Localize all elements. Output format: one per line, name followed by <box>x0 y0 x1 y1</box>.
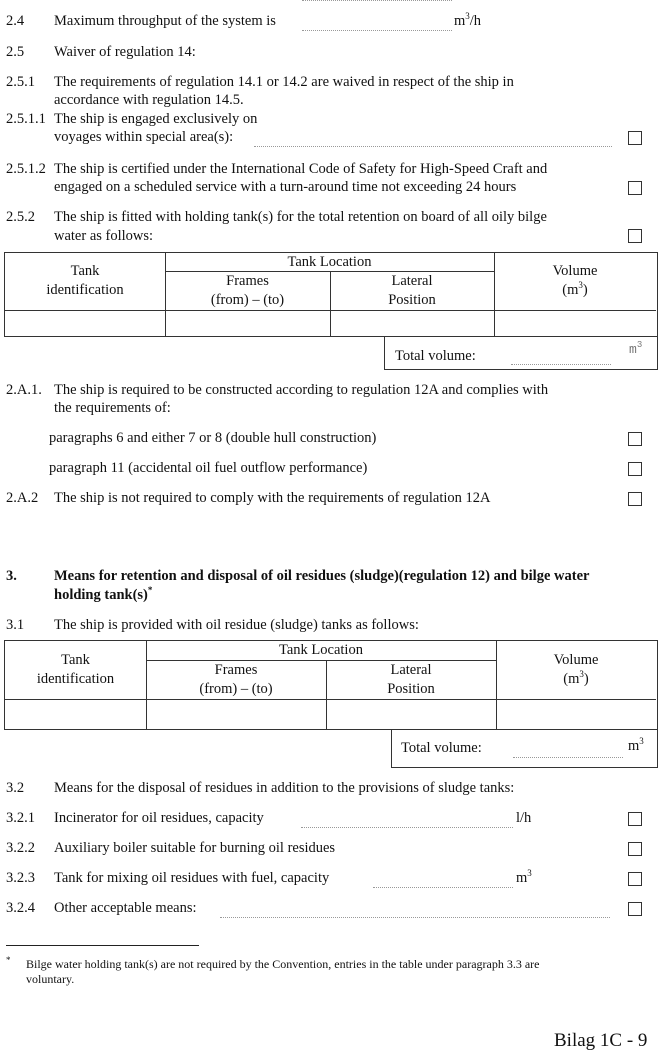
checkbox-3-2-2[interactable] <box>628 842 642 856</box>
footnote-text: voluntary. <box>26 972 75 986</box>
total-volume-box <box>391 729 658 768</box>
unit-label: l/h <box>516 810 532 826</box>
section-text: accordance with regulation 14.5. <box>54 92 244 108</box>
section-text: The ship is required to be constructed according to regulation 12A and complies with <box>54 382 549 398</box>
section-number: 3.2 <box>6 780 25 796</box>
total-volume-input[interactable] <box>511 364 611 365</box>
section-number: 3.2.2 <box>6 840 35 856</box>
other-means-input[interactable] <box>220 917 610 918</box>
sludge-tank-table <box>4 640 658 730</box>
section-text: The ship is certified under the International Code of Safety for High-Speed Craft and <box>54 161 548 177</box>
header-frames: Frames (from) – (to) <box>210 273 285 308</box>
checkbox-2-5-2[interactable] <box>628 229 642 243</box>
throughput-input[interactable] <box>302 30 452 31</box>
section-text: Other acceptable means: <box>54 900 197 916</box>
section-text: engaged on a scheduled service with a turn-around time not exceeding 24 hours <box>54 179 517 195</box>
checkbox-3-2-1[interactable] <box>628 812 642 826</box>
section-number: 2.5.1 <box>6 74 35 90</box>
header-tank-location: Tank Location <box>287 254 372 270</box>
cell-frames-input[interactable] <box>147 700 326 729</box>
header-lateral-position: Lateral Position <box>387 662 435 697</box>
total-volume-unit: $m^3$ <box>628 736 644 754</box>
section-text: The ship is fitted with holding tank(s) for the total retention on board of all oily bilge <box>54 209 547 225</box>
footnote-text: Bilge water holding tank(s) are not required by the Convention, entries in the table under paragraph 3.3 are <box>26 957 540 971</box>
section-number: 2.4 <box>6 13 25 29</box>
total-volume-unit: $m^3$ <box>629 340 643 357</box>
prev-field-line <box>302 0 452 1</box>
checkbox-2-5-1-2[interactable] <box>628 181 642 195</box>
section-number: 3.2.3 <box>6 870 35 886</box>
total-volume-input[interactable] <box>513 757 623 758</box>
cell-frames-input[interactable] <box>166 311 330 336</box>
section-number: 3.2.4 <box>6 900 35 916</box>
header-tank-location: Tank Location <box>279 642 363 658</box>
checkbox-double-hull[interactable] <box>628 432 642 446</box>
option-double-hull: paragraphs 6 and either 7 or 8 (double hull construction) <box>49 430 377 446</box>
section-text: Incinerator for oil residues, capacity <box>54 810 264 826</box>
option-outflow-performance: paragraph 11 (accidental oil fuel outflow performance) <box>49 460 368 476</box>
section-text: Maximum throughput of the system is <box>54 13 276 29</box>
total-volume-label: Total volume: <box>395 348 476 364</box>
section-number: 2.5.2 <box>6 209 35 225</box>
section-text: The ship is provided with oil residue (sludge) tanks as follows: <box>54 617 419 633</box>
section-text: voyages within special area(s): <box>54 129 234 145</box>
section-number: 2.5.1.1 <box>6 111 46 127</box>
header-lateral-position: Lateral Position <box>388 273 436 308</box>
section-text: The ship is not required to comply with the requirements of regulation 12A <box>54 490 491 506</box>
section-text: Tank for mixing oil residues with fuel, capacity <box>54 870 330 886</box>
section-number: 3.1 <box>6 617 25 633</box>
section-heading: Means for retention and disposal of oil residues (sludge)(regulation 12) and bilge water <box>54 568 590 584</box>
section-text: The ship is engaged exclusively on <box>54 111 258 127</box>
section-text: water as follows: <box>54 228 154 244</box>
section-number: 3.2.1 <box>6 810 35 826</box>
page-label: Bilag 1C - 9 <box>554 1030 648 1051</box>
section-number: 3. <box>6 568 17 584</box>
cell-tank-id-input[interactable] <box>5 311 165 336</box>
total-volume-label: Total volume: <box>401 740 482 756</box>
bilge-tank-table <box>4 252 658 337</box>
footnote-marker: * <box>6 955 11 965</box>
section-number: 2.A.2 <box>6 490 39 506</box>
header-volume: Volume $(m^3)$ <box>553 652 599 687</box>
incinerator-capacity-input[interactable] <box>301 827 513 828</box>
total-volume-box <box>384 336 658 370</box>
checkbox-3-2-3[interactable] <box>628 872 642 886</box>
cell-tank-id-input[interactable] <box>5 700 146 729</box>
header-frames: Frames (from) – (to) <box>199 662 273 697</box>
section-text: The requirements of regulation 14.1 or 14.2 are waived in respect of the ship in <box>54 74 514 90</box>
header-tank-identification: Tank identification <box>36 652 115 687</box>
cell-lateral-input[interactable] <box>327 700 496 729</box>
checkbox-2-5-1-1[interactable] <box>628 131 642 145</box>
section-number: 2.5.1.2 <box>6 161 46 177</box>
header-volume: Volume $(m^3)$ <box>552 263 598 298</box>
section-text: Waiver of regulation 14: <box>54 44 196 60</box>
checkbox-2-A-2[interactable] <box>628 492 642 506</box>
cell-volume-input[interactable] <box>497 700 656 729</box>
section-text: Means for the disposal of residues in addition to the provisions of sludge tanks: <box>54 780 515 796</box>
unit-label: $m^3$ <box>516 868 532 886</box>
section-text: Auxiliary boiler suitable for burning oil residues <box>54 840 336 856</box>
section-heading: holding tank(s)* <box>54 585 153 603</box>
section-number: 2.5 <box>6 44 25 60</box>
unit-label: $m^3/h$ <box>454 11 482 29</box>
special-area-input[interactable] <box>254 146 612 147</box>
header-tank-identification: Tank identification <box>46 263 124 298</box>
section-text: the requirements of: <box>54 400 171 416</box>
mixing-tank-capacity-input[interactable] <box>373 887 513 888</box>
checkbox-outflow-performance[interactable] <box>628 462 642 476</box>
section-number: 2.A.1. <box>6 382 42 398</box>
checkbox-3-2-4[interactable] <box>628 902 642 916</box>
footnote-rule <box>6 945 199 946</box>
cell-volume-input[interactable] <box>495 311 656 336</box>
cell-lateral-input[interactable] <box>331 311 494 336</box>
